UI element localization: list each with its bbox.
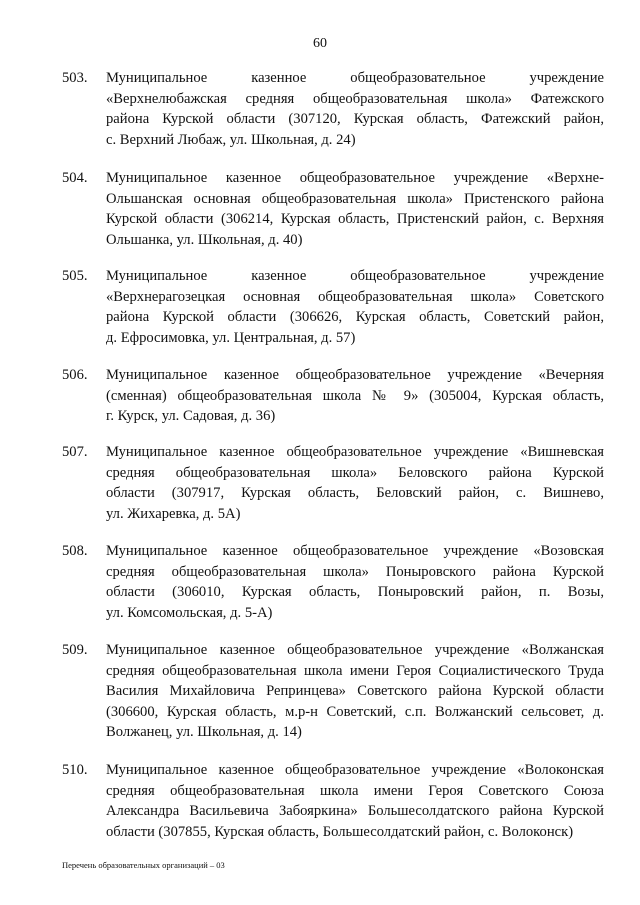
entry-line: Ольшанка, ул. Школьная, д. 40) [106, 231, 303, 248]
entry-503 [62, 68, 604, 150]
entry-number: 509. [62, 642, 88, 658]
entry-line: (306600, Курская область, м.р-н Советский, с.п. Волжанский сельсовет, д. [106, 703, 604, 720]
entry-line: г. Курск, ул. Садовая, д. 36) [106, 408, 276, 424]
entry-line: с. Верхний Любаж, ул. Школьная, д. 24) [106, 131, 356, 148]
entry-line: области (307917, Курская область, Беловский район, с. Вишнево, [106, 485, 604, 501]
entry-number: 503. [62, 70, 88, 86]
entry-number: 510. [62, 762, 88, 778]
entry-line: Муниципальное казенное общеобразовательное учреждение [106, 268, 604, 284]
entry-line: Муниципальное казенное общеобразовательное учреждение «Волжанская [106, 642, 604, 658]
entry-line: Ольшанская основная общеобразовательная школа» Пристенского района [106, 190, 604, 207]
entry-505 [62, 266, 604, 348]
entry-line: средняя общеобразовательная школа» Беловского района Курской [106, 464, 604, 481]
entry-line: Муниципальное казенное общеобразовательное учреждение «Волоконская [106, 762, 604, 778]
entry-line: Волжанец, ул. Школьная, д. 14) [106, 724, 302, 740]
entry-line: Муниципальное казенное общеобразовательное учреждение «Возовская [106, 543, 604, 559]
entry-line: д. Ефросимовка, ул. Центральная, д. 57) [106, 329, 356, 346]
entry-line: Василия Михайловича Репринцева» Советского района Курской области [106, 683, 604, 699]
entry-508 [62, 541, 604, 623]
entry-line: «Верхнелюбажская средняя общеобразовательная школа» Фатежского [106, 90, 604, 107]
entry-line: средняя общеобразовательная школа» Поныровского района Курской [106, 563, 604, 580]
entry-line: области (306010, Курская область, Поныровский район, п. Возы, [106, 584, 604, 600]
entry-line: области (307855, Курская область, Большесолдатский район, с. Волоконск) [106, 823, 574, 840]
entry-506 [62, 365, 604, 427]
entry-504 [62, 168, 604, 250]
page-number: 60 [313, 36, 327, 51]
entry-line: Муниципальное казенное общеобразовательное учреждение «Верхне- [106, 170, 604, 186]
entry-509 [62, 640, 604, 743]
entry-line: Курской области (306214, Курская область, Пристенский район, с. Верхняя [106, 211, 604, 227]
entry-line: «Верхнерагозецкая основная общеобразовательная школа» Советского [106, 288, 604, 305]
entry-line: ул. Жихаревка, д. 5А) [106, 505, 241, 522]
entry-number: 508. [62, 543, 88, 559]
entry-line: ул. Комсомольская, д. 5-А) [106, 604, 273, 621]
entry-line: района Курской области (307120, Курская область, Фатежский район, [106, 111, 604, 127]
entry-line: (сменная) общеобразовательная школа № 9» (305004, Курская область, [106, 387, 604, 404]
entry-507 [62, 442, 604, 524]
entry-line: средняя общеобразовательная школа имени Героя Социалистического Труда [106, 662, 604, 679]
page-footer: Перечень образовательных организаций – 03 [62, 860, 225, 870]
entry-line: Муниципальное казенное общеобразовательное учреждение «Вишневская [106, 444, 604, 460]
entry-number: 504. [62, 170, 88, 186]
entry-line: средняя общеобразовательная школа имени Героя Советского Союза [106, 782, 604, 799]
entry-number: 507. [62, 444, 88, 460]
entry-line: Александра Васильевича Забояркина» Большесолдатского района Курской [106, 803, 604, 819]
entry-number: 506. [62, 367, 88, 383]
entry-line: Муниципальное казенное общеобразовательное учреждение «Вечерняя [106, 367, 604, 383]
entry-line: Муниципальное казенное общеобразовательное учреждение [106, 70, 604, 86]
entry-510 [62, 760, 604, 842]
entry-number: 505. [62, 268, 88, 284]
entry-line: района Курской области (306626, Курская область, Советский район, [106, 309, 604, 325]
